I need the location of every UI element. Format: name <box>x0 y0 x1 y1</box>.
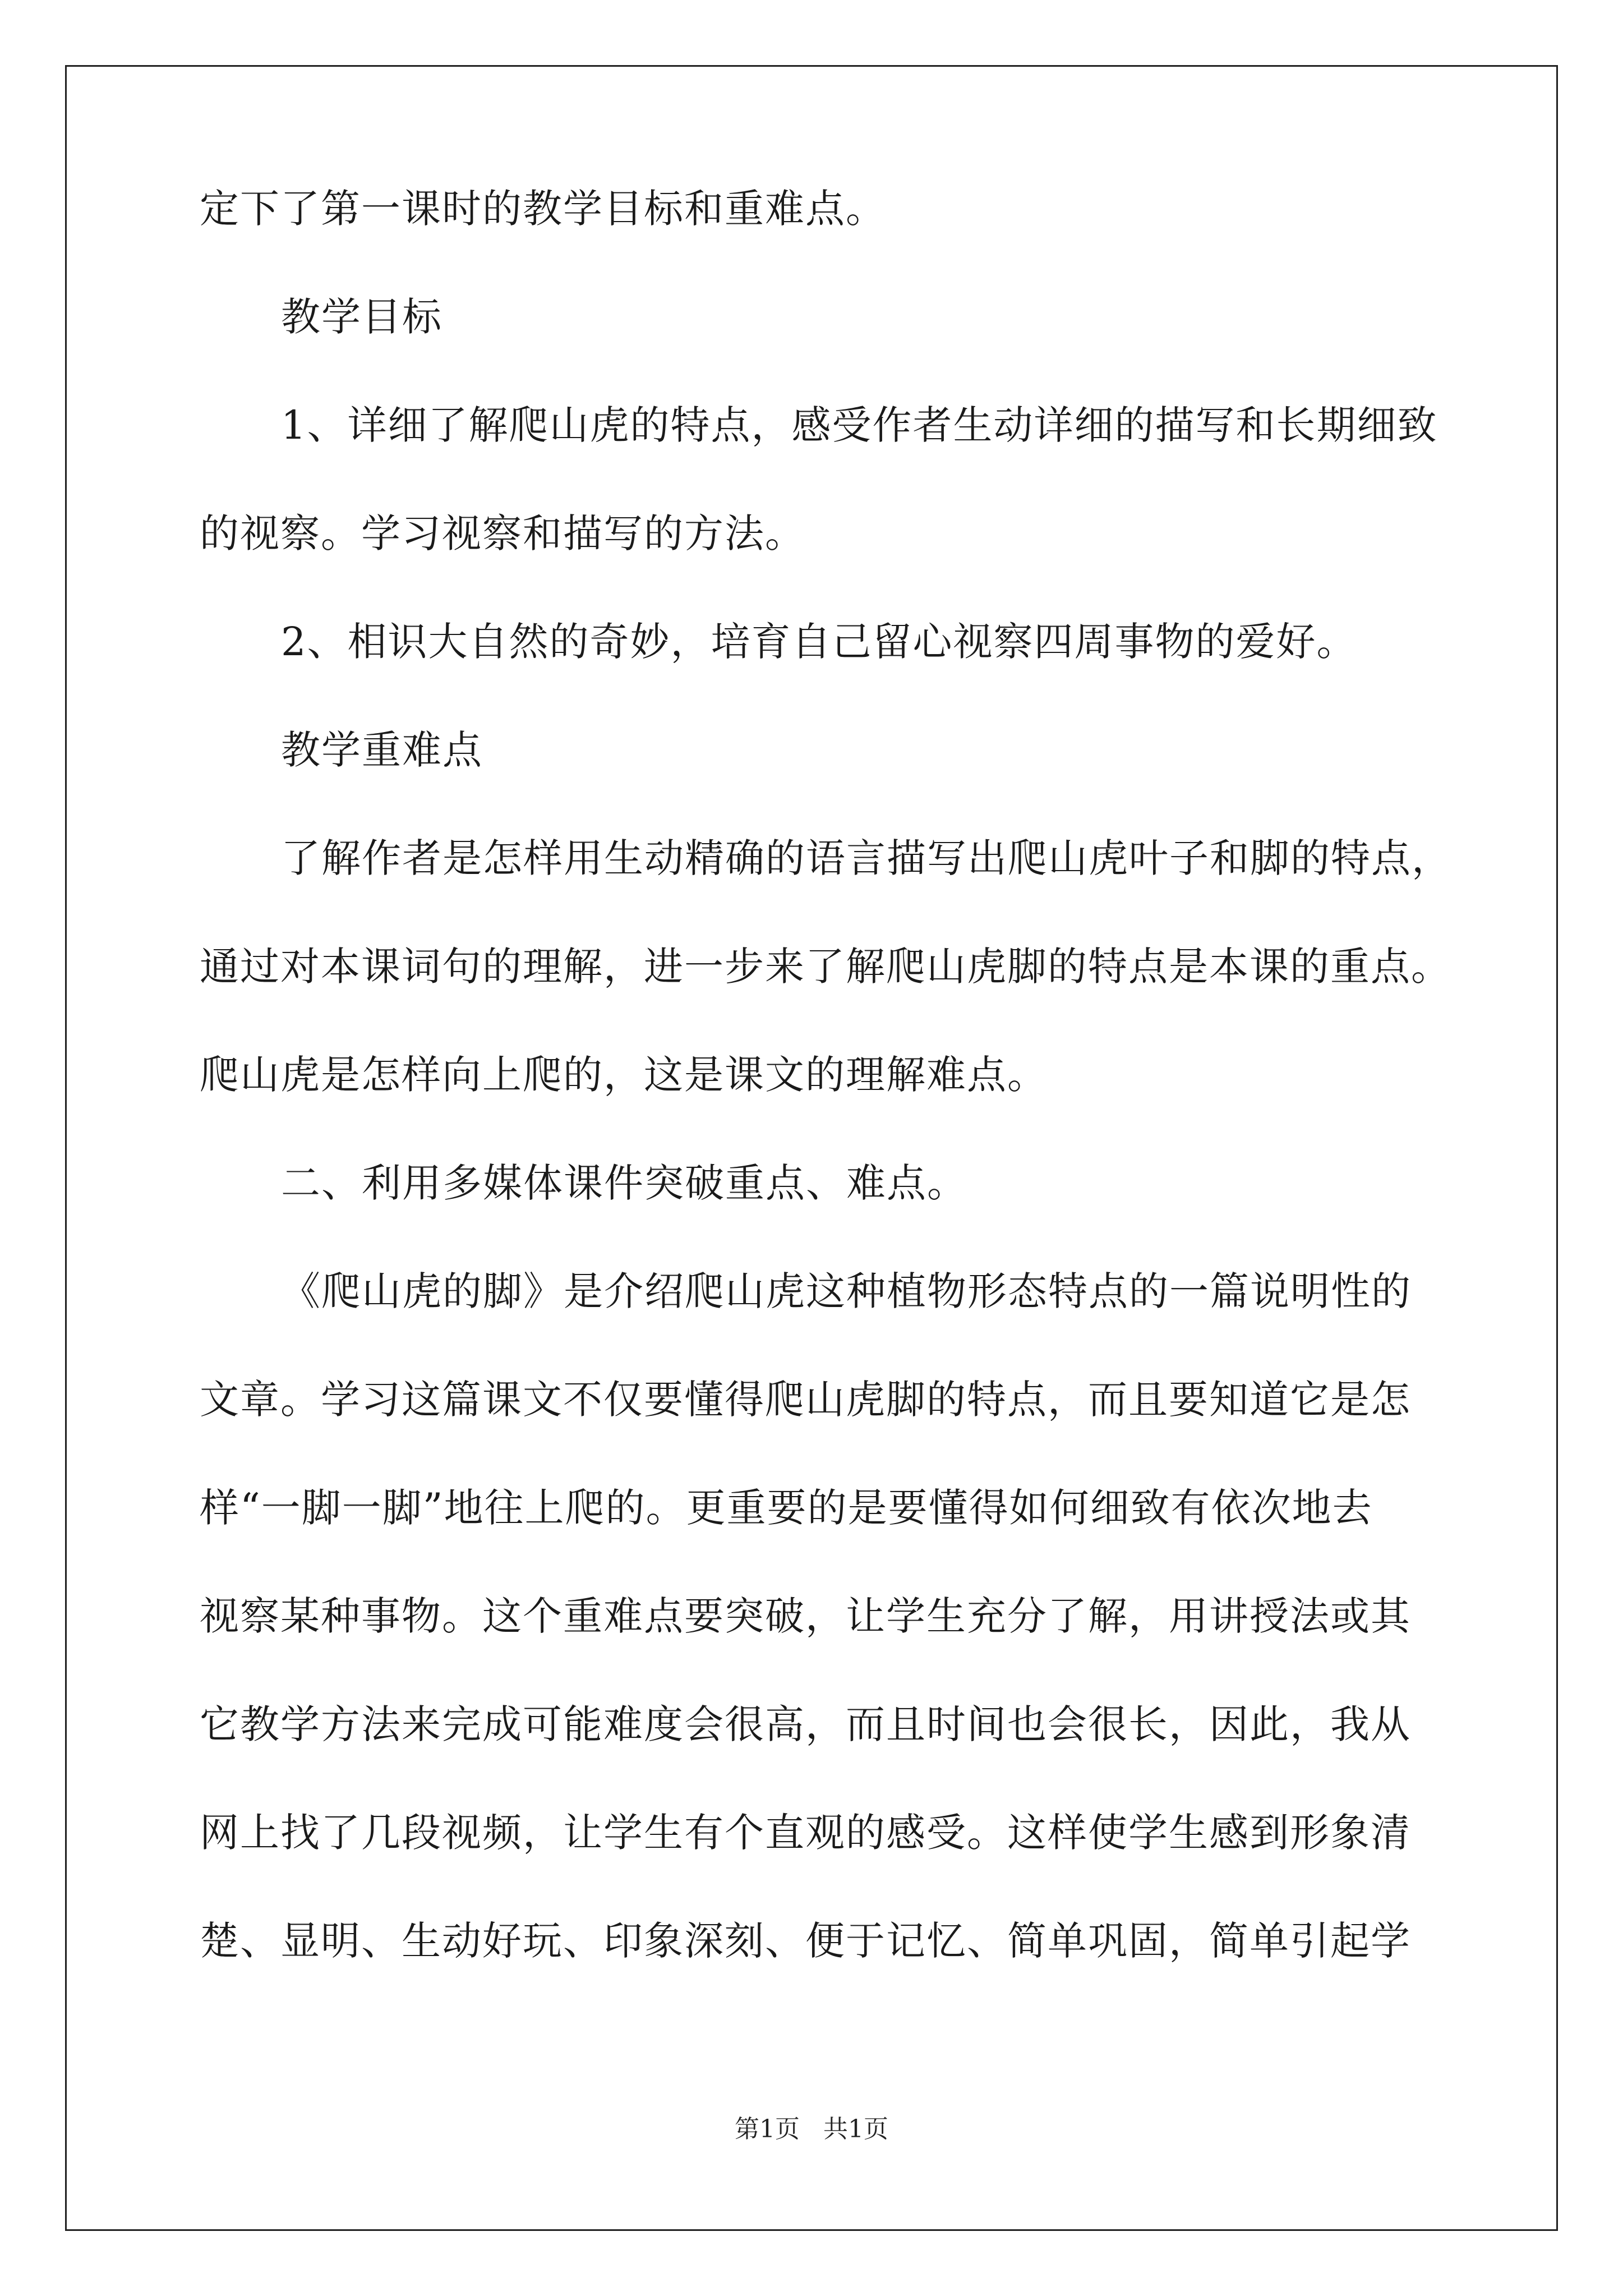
text-line-14: 视察某种事物。这个重难点要突破，让学生充分了解，用讲授法或其 <box>200 1593 1411 1639</box>
text-line-7: 了解作者是怎样用生动精确的语言描写出爬山虎叶子和脚的特点， <box>281 835 1452 881</box>
text-line-3: 1、详细了解爬山虎的特点，感受作者生动详细的描写和长期细致 <box>281 402 1438 448</box>
text-line-17: 楚、显明、生动好玩、印象深刻、便于记忆、简单巩固，简单引起学 <box>200 1918 1411 1964</box>
page-border <box>65 65 1558 2231</box>
text-line-1: 定下了第一课时的教学目标和重难点。 <box>200 186 886 232</box>
text-line-12: 文章。学习这篇课文不仅要懂得爬山虎脚的特点，而且要知道它是怎 <box>200 1377 1411 1423</box>
page-footer <box>0 2114 1623 2145</box>
heading-multimedia: 二、利用多媒体课件突破重点、难点。 <box>281 1160 967 1206</box>
heading-teaching-goals: 教学目标 <box>281 294 442 340</box>
text-line-11: 《爬山虎的脚》是介绍爬山虎这种植物形态特点的一篇说明性的 <box>281 1268 1412 1314</box>
text-line-9: 爬山虎是怎样向上爬的，这是课文的理解难点。 <box>200 1052 1048 1098</box>
text-line-16: 网上找了几段视频，让学生有个直观的感受。这样使学生感到形象清 <box>200 1810 1411 1856</box>
text-line-5: 2、相识大自然的奇妙，培育自己留心视察四周事物的爱好。 <box>281 619 1357 665</box>
text-line-15: 它教学方法来完成可能难度会很高，而且时间也会很长，因此，我从 <box>200 1701 1411 1747</box>
text-line-13: 样“一脚一脚”地往上爬的。更重要的是要懂得如何细致有依次地去 <box>200 1485 1373 1531</box>
page-number-total: 共1页 <box>823 2115 888 2143</box>
heading-key-difficulties: 教学重难点 <box>281 727 483 773</box>
text-line-4: 的视察。学习视察和描写的方法。 <box>200 510 805 556</box>
text-line-8: 通过对本课词句的理解，进一步来了解爬山虎脚的特点是本课的重点。 <box>200 944 1451 990</box>
page-number-current: 第1页 <box>735 2115 800 2143</box>
